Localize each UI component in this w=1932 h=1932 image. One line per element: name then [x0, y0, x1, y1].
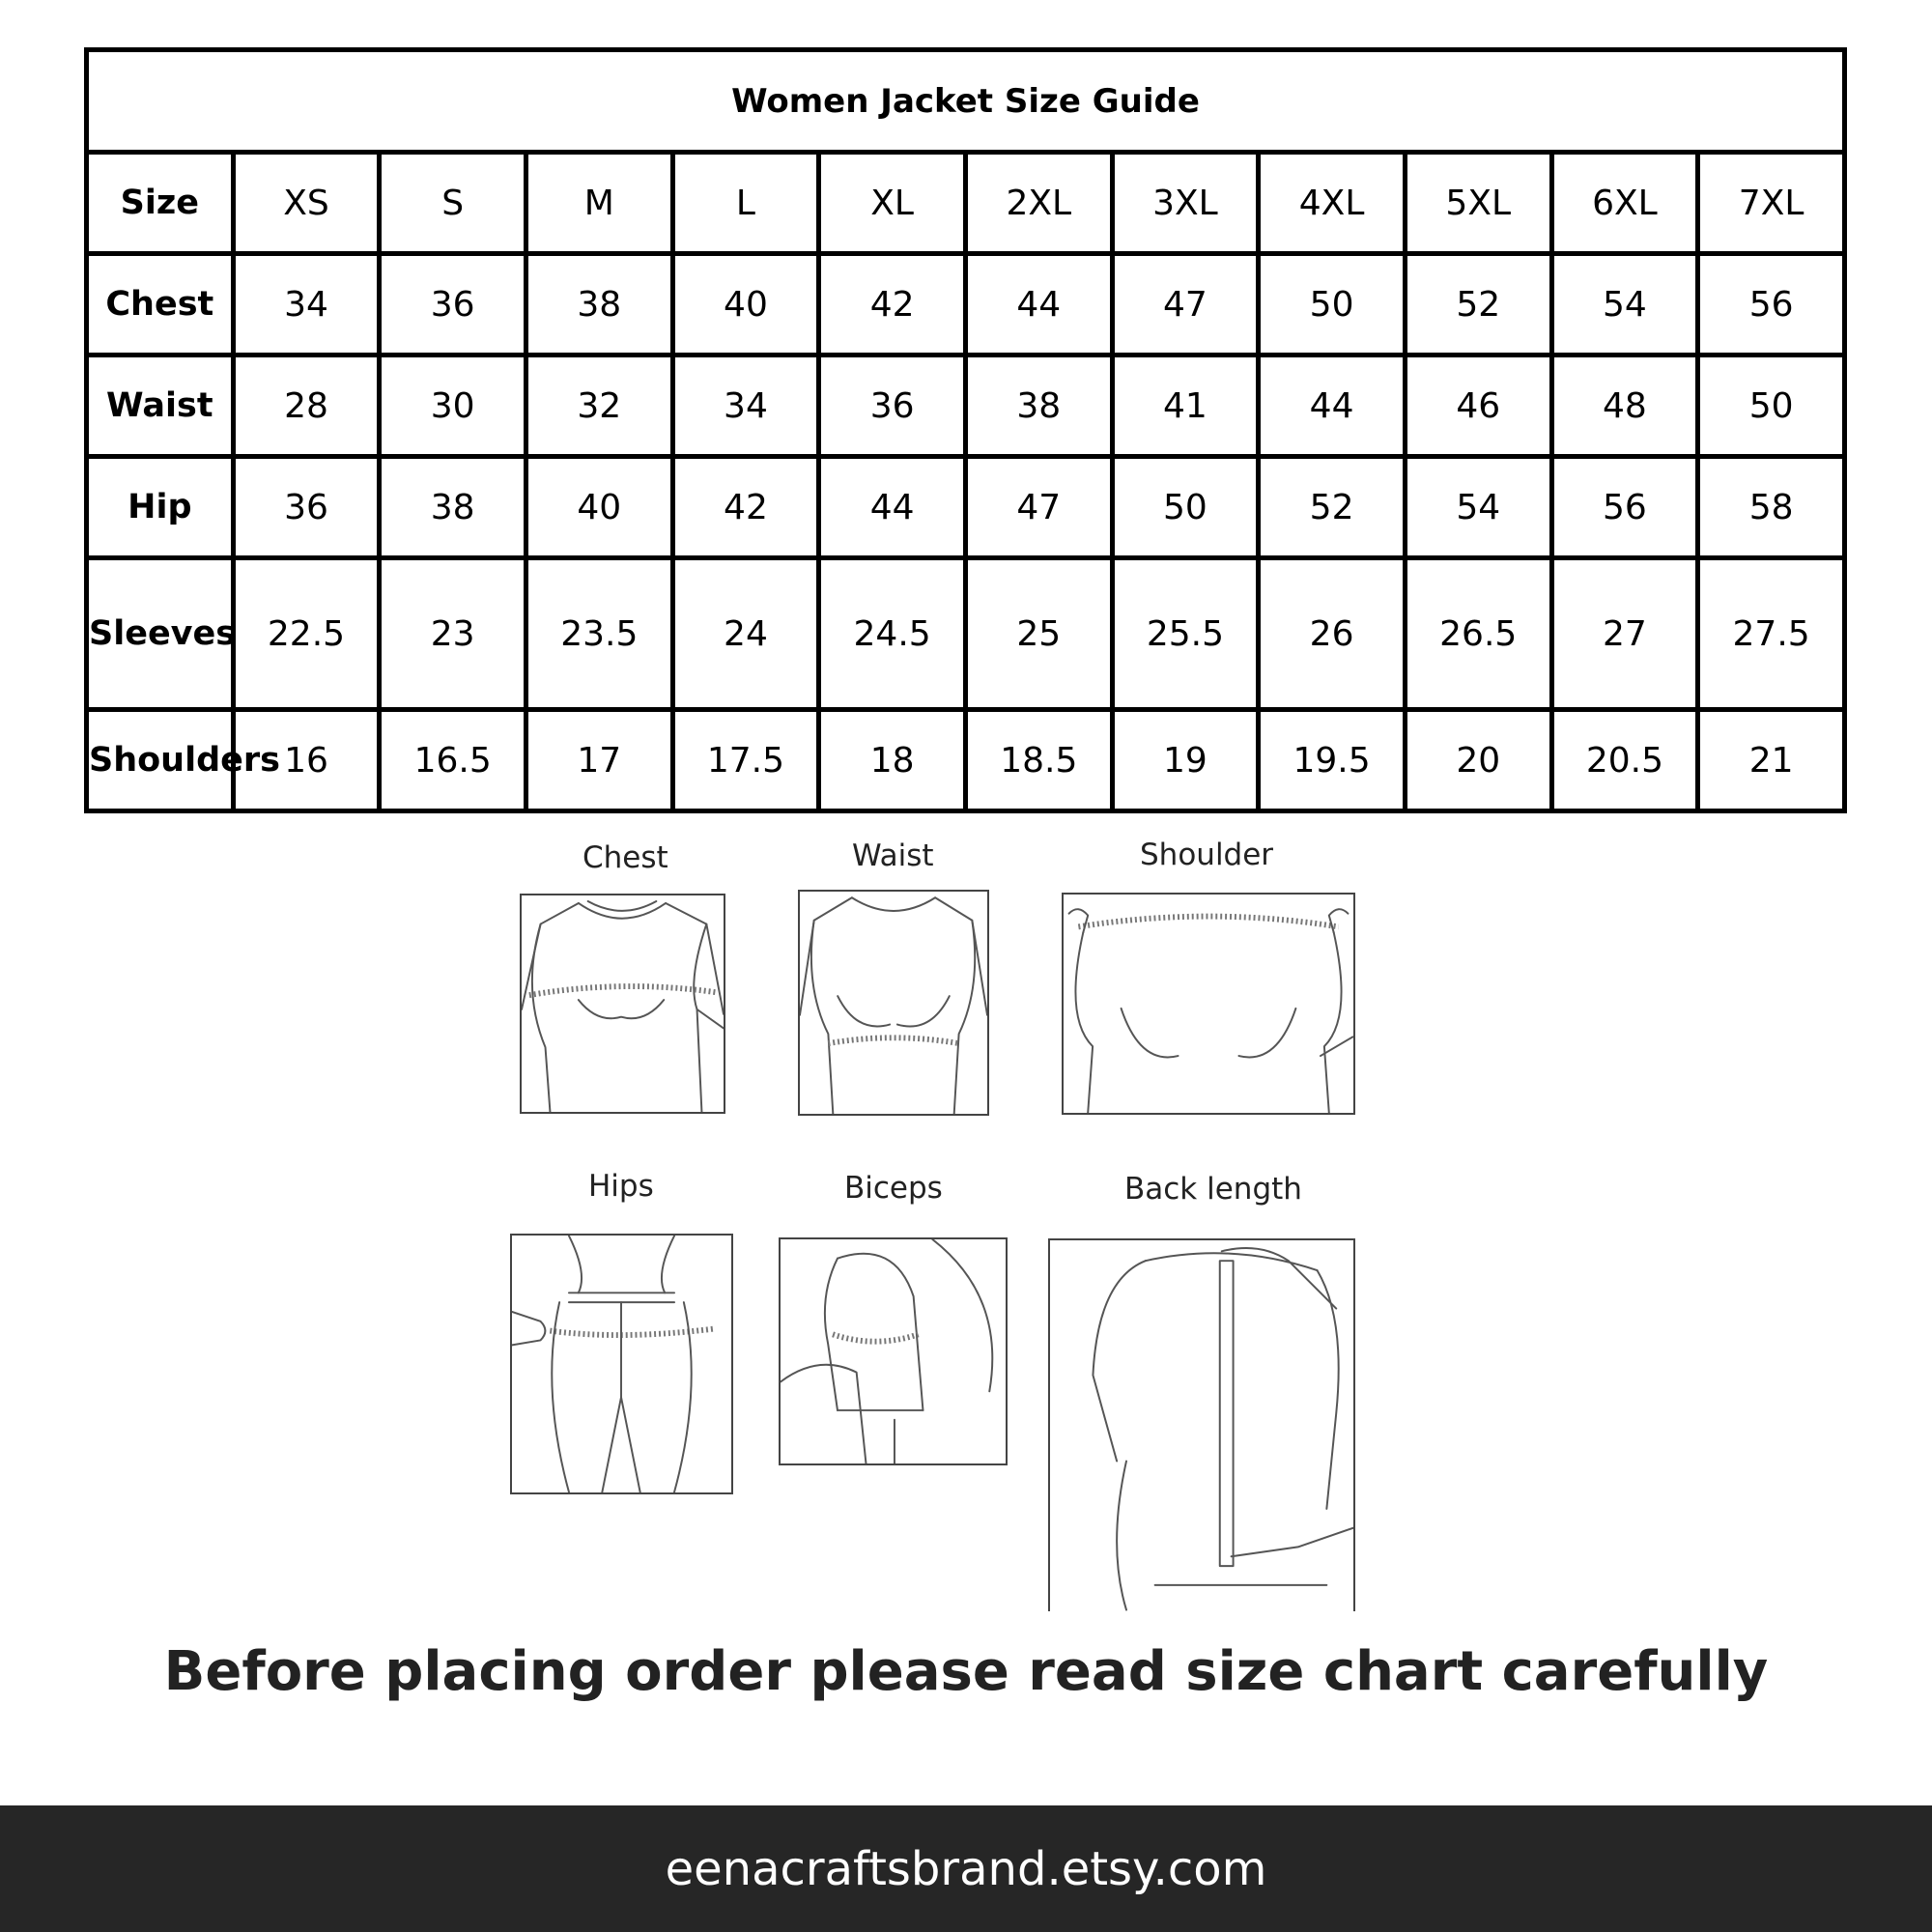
table-cell: 40 [526, 457, 672, 558]
table-cell: 23.5 [526, 558, 672, 710]
table-cell: 30 [380, 355, 526, 457]
table-row-sleeves [87, 558, 1845, 710]
row-header-sleeves: Sleeves [87, 558, 234, 710]
table-cell: 54 [1551, 254, 1698, 355]
size-header: L [672, 153, 819, 254]
table-row-size [87, 153, 1845, 254]
row-header-chest: Chest [87, 254, 234, 355]
table-cell: 17.5 [672, 710, 819, 811]
hips-measure-illustration [510, 1234, 733, 1494]
table-cell: 23 [380, 558, 526, 710]
size-header: 2XL [965, 153, 1112, 254]
size-guide-table [84, 47, 1847, 813]
table-cell: 16.5 [380, 710, 526, 811]
shoulder-measure-illustration [1062, 893, 1355, 1115]
table-cell: 50 [1259, 254, 1406, 355]
table-cell: 16 [233, 710, 380, 811]
biceps-figure-label: Biceps [844, 1171, 943, 1206]
row-header-hip: Hip [87, 457, 234, 558]
table-cell: 19 [1112, 710, 1259, 811]
biceps-measure-illustration [779, 1237, 1008, 1465]
table-cell: 32 [526, 355, 672, 457]
table-row-waist [87, 355, 1845, 457]
table-cell: 26.5 [1405, 558, 1551, 710]
table-cell: 34 [233, 254, 380, 355]
table-cell: 47 [965, 457, 1112, 558]
size-header: XS [233, 153, 380, 254]
table-cell: 41 [1112, 355, 1259, 457]
table-cell: 25 [965, 558, 1112, 710]
table-cell: 47 [1112, 254, 1259, 355]
table-cell: 36 [380, 254, 526, 355]
size-header: M [526, 153, 672, 254]
shoulder-figure-label: Shoulder [1140, 838, 1274, 872]
back-length-figure-label: Back length [1124, 1172, 1302, 1207]
table-cell: 44 [1259, 355, 1406, 457]
row-header-shoulders: Shoulders [87, 710, 234, 811]
shop-url-link[interactable]: eenacraftsbrand.etsy.com [665, 1841, 1267, 1896]
table-cell: 20.5 [1551, 710, 1698, 811]
table-cell: 58 [1698, 457, 1845, 558]
table-cell: 52 [1405, 254, 1551, 355]
table-cell: 22.5 [233, 558, 380, 710]
table-row-shoulders [87, 710, 1845, 811]
table-cell: 38 [965, 355, 1112, 457]
size-header: 5XL [1405, 153, 1551, 254]
table-cell: 40 [672, 254, 819, 355]
table-cell: 28 [233, 355, 380, 457]
table-cell: 44 [819, 457, 966, 558]
table-cell: 42 [819, 254, 966, 355]
chest-figure-label: Chest [582, 840, 668, 875]
size-header: XL [819, 153, 966, 254]
table-cell: 24 [672, 558, 819, 710]
table-cell: 36 [819, 355, 966, 457]
table-cell: 20 [1405, 710, 1551, 811]
table-cell: 21 [1698, 710, 1845, 811]
footer-bar [0, 1805, 1932, 1932]
table-cell: 26 [1259, 558, 1406, 710]
table-title: Women Jacket Size Guide [87, 50, 1845, 153]
table-cell: 54 [1405, 457, 1551, 558]
table-row-chest [87, 254, 1845, 355]
waist-figure-label: Waist [852, 838, 934, 873]
table-cell: 48 [1551, 355, 1698, 457]
size-header: 6XL [1551, 153, 1698, 254]
table-row-hip [87, 457, 1845, 558]
hips-figure-label: Hips [588, 1169, 654, 1204]
table-cell: 56 [1551, 457, 1698, 558]
table-cell: 24.5 [819, 558, 966, 710]
table-cell: 56 [1698, 254, 1845, 355]
size-header: 7XL [1698, 153, 1845, 254]
size-header: S [380, 153, 526, 254]
row-header-size: Size [87, 153, 234, 254]
table-cell: 44 [965, 254, 1112, 355]
table-cell: 38 [526, 254, 672, 355]
table-cell: 18 [819, 710, 966, 811]
table-cell: 50 [1698, 355, 1845, 457]
table-cell: 52 [1259, 457, 1406, 558]
size-header: 3XL [1112, 153, 1259, 254]
size-header: 4XL [1259, 153, 1406, 254]
back-length-measure-illustration [1048, 1238, 1355, 1611]
size-chart-notice: Before placing order please read size chart carefully [163, 1640, 1769, 1703]
table-cell: 36 [233, 457, 380, 558]
table-cell: 34 [672, 355, 819, 457]
table-cell: 19.5 [1259, 710, 1406, 811]
table-cell: 38 [380, 457, 526, 558]
table-cell: 50 [1112, 457, 1259, 558]
table-cell: 17 [526, 710, 672, 811]
table-cell: 27 [1551, 558, 1698, 710]
waist-measure-illustration [798, 890, 989, 1116]
table-cell: 42 [672, 457, 819, 558]
row-header-waist: Waist [87, 355, 234, 457]
table-cell: 27.5 [1698, 558, 1845, 710]
table-cell: 18.5 [965, 710, 1112, 811]
chest-measure-illustration [520, 894, 725, 1114]
table-cell: 25.5 [1112, 558, 1259, 710]
table-cell: 46 [1405, 355, 1551, 457]
